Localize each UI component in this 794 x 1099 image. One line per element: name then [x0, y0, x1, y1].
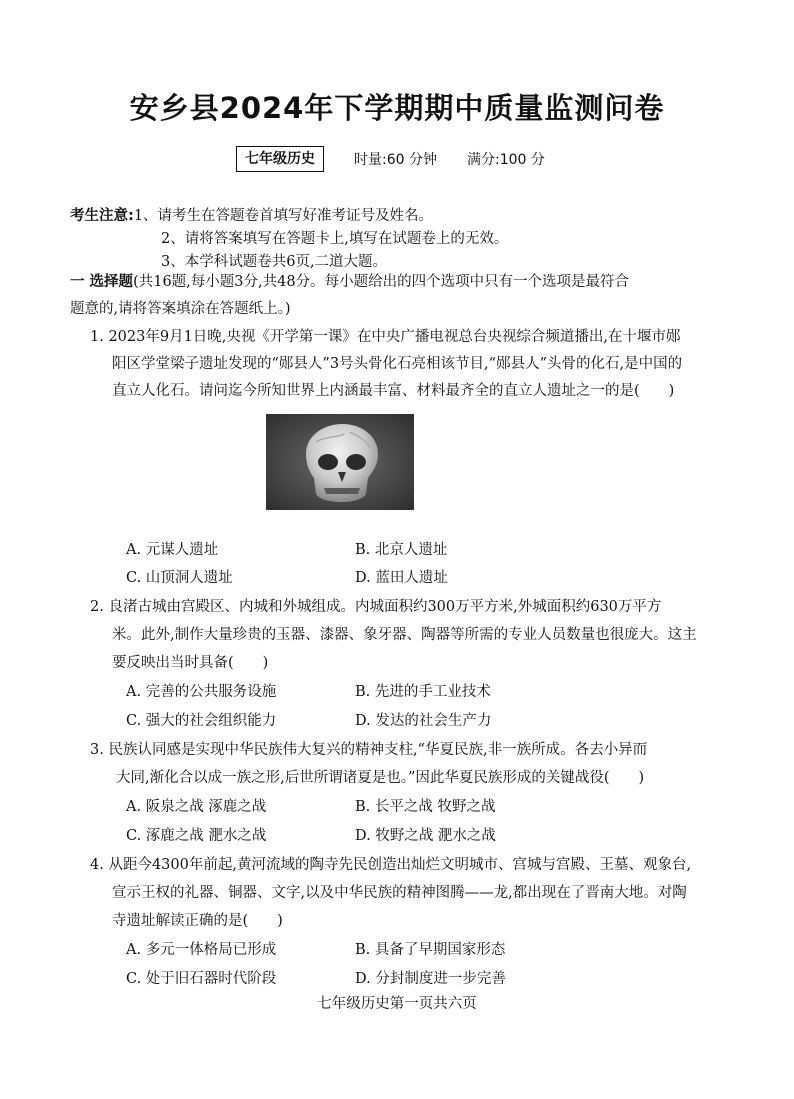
- skull-fossil-image: [266, 414, 414, 510]
- q1-option-c: C. 山顶洞人遗址: [126, 570, 233, 586]
- section-heading-line: [70, 272, 629, 292]
- q4-option-c: C. 处于旧石器时代阶段: [126, 971, 277, 987]
- q3-option-c: C. 涿鹿之战 淝水之战: [126, 828, 267, 844]
- question-2-line-3: 要反映出当时具备( ): [112, 655, 269, 671]
- full-score: 满分:100 分: [466, 152, 545, 168]
- question-1-line-1: 1. 2023年9月1日晚,央视《开学第一课》在中央广播电视总台央视综合频道播出,在十堰市郧: [90, 329, 681, 345]
- question-1-line-2: 阳区学堂梁子遗址发现的“郧县人”3号头骨化石亮相该节目,“郧县人”头骨的化石,是中国的: [112, 356, 683, 372]
- question-2-line-1: 2. 良渚古城由宫殿区、内城和外城组成。内城面积约300万平方米,外城面积约630万平方: [90, 599, 662, 615]
- q2-option-d: D. 发达的社会生产力: [355, 713, 492, 729]
- page-footer: 七年级历史第一页共六页: [317, 996, 477, 1012]
- question-3-line-1: 3. 民族认同感是实现中华民族伟大复兴的精神支柱,“华夏民族,非一族所成。各去小异而: [90, 742, 648, 758]
- question-4-line-2: 宣示王权的礼器、铜器、文字,以及中华民族的精神图腾——龙,都出现在了晋南大地。对陶: [112, 885, 687, 901]
- skull-illustration: [266, 414, 414, 510]
- q2-option-b: B. 先进的手工业技术: [355, 684, 491, 700]
- question-1-line-3: 直立人化石。请问迄今所知世界上内涵最丰富、材料最齐全的直立人遗址之一的是( ): [112, 383, 675, 399]
- notice-line-1: [70, 206, 433, 226]
- time-limit: 时量:60 分钟: [354, 152, 437, 168]
- q2-option-a: A. 完善的公共服务设施: [126, 684, 277, 700]
- q4-option-d: D. 分封制度进一步完善: [355, 971, 506, 987]
- q1-option-a: A. 元谋人遗址: [126, 542, 219, 558]
- notice-item-2: 2、请将答案填写在答题卡上,填写在试题卷上的无效。: [161, 231, 509, 247]
- q3-option-d: D. 牧野之战 淝水之战: [355, 828, 496, 844]
- q4-option-b: B. 具备了早期国家形态: [355, 942, 506, 958]
- q3-option-a: A. 阪泉之战 涿鹿之战: [126, 799, 267, 815]
- section-desc-1: (共16题,每小题3分,共48分。每小题给出的四个选项中只有一个选项是最符合: [133, 274, 630, 290]
- question-2-line-2: 米。此外,制作大量珍贵的玉器、漆器、象牙器、陶器等所需的专业人员数量也很庞大。这主: [112, 627, 697, 643]
- subject-box: 七年级历史: [236, 146, 324, 172]
- question-4-line-3: 寺遗址解读正确的是( ): [112, 913, 283, 929]
- q3-option-b: B. 长平之战 牧野之战: [355, 799, 496, 815]
- q1-option-b: B. 北京人遗址: [355, 542, 448, 558]
- q4-option-a: A. 多元一体格局已形成: [126, 942, 277, 958]
- exam-meta: [236, 145, 545, 173]
- notice-label: 考生注意:: [70, 208, 134, 224]
- question-4-line-1: 4. 从距今4300年前起,黄河流域的陶寺先民创造出灿烂文明城市、宫城与宫殿、王墓、观象台,: [90, 857, 692, 873]
- notice-item-1: 1、请考生在答题卷首填写好准考证号及姓名。: [133, 208, 434, 224]
- question-3-line-2: 大同,渐化合以成一族之形,后世所谓诸夏是也。”因此华夏民族形成的关键战役( ): [116, 770, 645, 786]
- notice-item-3: 3、本学科试题卷共6页,二道大题。: [161, 254, 388, 270]
- section-heading: 一 选择题: [70, 274, 134, 290]
- section-desc-2: 题意的,请将答案填涂在答题纸上。): [70, 301, 291, 317]
- exam-title: 安乡县2024年下学期期中质量监测问卷: [129, 91, 665, 125]
- q1-option-d: D. 蓝田人遗址: [355, 570, 448, 586]
- q2-option-c: C. 强大的社会组织能力: [126, 713, 277, 729]
